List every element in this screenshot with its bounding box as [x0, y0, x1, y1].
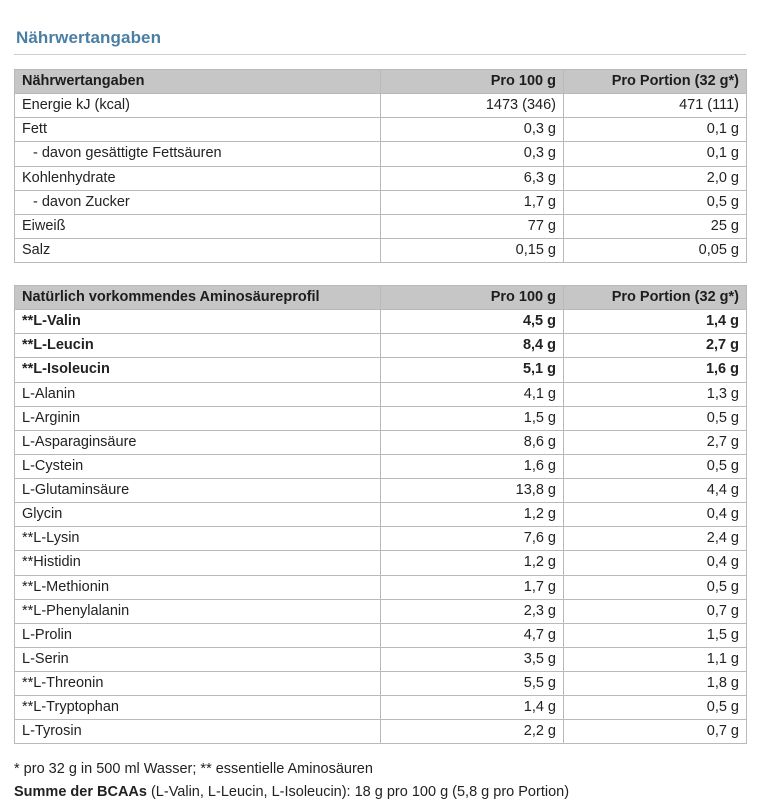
row-value-per-100g: 2,2 g — [381, 720, 564, 744]
row-value-per-portion: 0,5 g — [564, 696, 747, 720]
table-row — [15, 166, 747, 190]
row-label: L-Tyrosin — [15, 720, 381, 744]
row-value-per-portion: 25 g — [564, 214, 747, 238]
row-value-per-portion: 0,4 g — [564, 551, 747, 575]
row-value-per-100g: 1,2 g — [381, 551, 564, 575]
row-label: L-Alanin — [15, 382, 381, 406]
row-label: - davon gesättigte Fettsäuren — [15, 142, 381, 166]
row-value-per-100g: 2,3 g — [381, 599, 564, 623]
row-label: Fett — [15, 118, 381, 142]
row-label: L-Glutaminsäure — [15, 479, 381, 503]
row-value-per-portion: 0,4 g — [564, 503, 747, 527]
row-label: **L-Methionin — [15, 575, 381, 599]
row-value-per-100g: 1,7 g — [381, 575, 564, 599]
nutrition-table — [14, 69, 747, 263]
table-row — [15, 214, 747, 238]
row-value-per-portion: 2,0 g — [564, 166, 747, 190]
table-row — [15, 310, 747, 334]
row-value-per-portion: 1,4 g — [564, 310, 747, 334]
row-value-per-portion: 1,6 g — [564, 358, 747, 382]
footnotes — [14, 758, 746, 803]
footnote-line-1: * pro 32 g in 500 ml Wasser; ** essentielle Aminosäuren — [14, 761, 373, 778]
table-row — [15, 623, 747, 647]
row-label: **L-Isoleucin — [15, 358, 381, 382]
row-value-per-100g: 4,7 g — [381, 623, 564, 647]
row-value-per-100g: 1,5 g — [381, 406, 564, 430]
table-header-row — [15, 70, 747, 94]
row-value-per-100g: 5,1 g — [381, 358, 564, 382]
row-value-per-100g: 7,6 g — [381, 527, 564, 551]
table-row — [15, 382, 747, 406]
row-label: **Histidin — [15, 551, 381, 575]
row-value-per-100g: 8,4 g — [381, 334, 564, 358]
table-row — [15, 647, 747, 671]
row-label: **L-Phenylalanin — [15, 599, 381, 623]
amino-table-head — [15, 286, 747, 310]
table-row — [15, 551, 747, 575]
table-row — [15, 358, 747, 382]
table-row — [15, 720, 747, 744]
row-value-per-portion: 1,3 g — [564, 382, 747, 406]
row-value-per-portion: 0,5 g — [564, 190, 747, 214]
row-value-per-100g: 77 g — [381, 214, 564, 238]
table-row — [15, 94, 747, 118]
table-row — [15, 238, 747, 262]
row-value-per-portion: 0,5 g — [564, 575, 747, 599]
row-value-per-portion: 1,1 g — [564, 647, 747, 671]
row-label: Energie kJ (kcal) — [15, 94, 381, 118]
row-value-per-portion: 2,7 g — [564, 334, 747, 358]
row-value-per-portion: 0,1 g — [564, 142, 747, 166]
table-row — [15, 190, 747, 214]
row-value-per-portion: 0,1 g — [564, 118, 747, 142]
table-row — [15, 599, 747, 623]
row-value-per-portion: 2,4 g — [564, 527, 747, 551]
table-row — [15, 479, 747, 503]
table-row — [15, 503, 747, 527]
row-value-per-100g: 1,6 g — [381, 454, 564, 478]
table-row — [15, 527, 747, 551]
nutrition-table-body — [15, 94, 747, 263]
row-value-per-100g: 4,1 g — [381, 382, 564, 406]
row-label: Salz — [15, 238, 381, 262]
row-value-per-portion: 4,4 g — [564, 479, 747, 503]
table-row — [15, 118, 747, 142]
row-label: Eiweiß — [15, 214, 381, 238]
page-title: Nährwertangaben — [16, 28, 162, 47]
bcaa-sum-value: (L-Valin, L-Leucin, L-Isoleucin): 18 g pro 100 g (5,8 g pro Portion) — [146, 783, 570, 800]
row-value-per-portion: 0,7 g — [564, 720, 747, 744]
row-label: Kohlenhydrate — [15, 166, 381, 190]
row-label: **L-Leucin — [15, 334, 381, 358]
row-value-per-100g: 1,2 g — [381, 503, 564, 527]
row-value-per-portion: 0,5 g — [564, 454, 747, 478]
row-value-per-100g: 0,3 g — [381, 142, 564, 166]
row-value-per-100g: 3,5 g — [381, 647, 564, 671]
row-value-per-portion: 0,05 g — [564, 238, 747, 262]
row-label: L-Asparaginsäure — [15, 430, 381, 454]
column-header-per100: Pro 100 g — [381, 70, 564, 94]
footnote-line-2 — [14, 781, 746, 803]
table-row — [15, 454, 747, 478]
row-label: L-Serin — [15, 647, 381, 671]
column-header-perportion: Pro Portion (32 g*) — [564, 70, 747, 94]
table-row — [15, 142, 747, 166]
row-value-per-100g: 1,7 g — [381, 190, 564, 214]
column-header-label: Natürlich vorkommendes Aminosäureprofil — [15, 286, 381, 310]
row-label: **L-Threonin — [15, 672, 381, 696]
row-value-per-100g: 8,6 g — [381, 430, 564, 454]
bcaa-sum-label: Summe der BCAAs — [14, 783, 147, 800]
row-label: **L-Tryptophan — [15, 696, 381, 720]
row-label: **L-Valin — [15, 310, 381, 334]
amino-table-body — [15, 310, 747, 744]
row-label: L-Cystein — [15, 454, 381, 478]
row-value-per-100g: 0,3 g — [381, 118, 564, 142]
row-value-per-100g: 6,3 g — [381, 166, 564, 190]
row-label: **L-Lysin — [15, 527, 381, 551]
row-label: - davon Zucker — [15, 190, 381, 214]
row-label: Glycin — [15, 503, 381, 527]
row-value-per-portion: 471 (111) — [564, 94, 747, 118]
title-divider — [14, 54, 746, 55]
row-value-per-100g: 13,8 g — [381, 479, 564, 503]
column-header-per100: Pro 100 g — [381, 286, 564, 310]
row-label: L-Prolin — [15, 623, 381, 647]
row-value-per-portion: 0,7 g — [564, 599, 747, 623]
row-value-per-100g: 1,4 g — [381, 696, 564, 720]
row-value-per-100g: 1473 (346) — [381, 94, 564, 118]
table-row — [15, 334, 747, 358]
column-header-perportion: Pro Portion (32 g*) — [564, 286, 747, 310]
table-row — [15, 430, 747, 454]
nutrition-table-head — [15, 70, 747, 94]
row-value-per-portion: 1,5 g — [564, 623, 747, 647]
table-row — [15, 696, 747, 720]
row-value-per-100g: 0,15 g — [381, 238, 564, 262]
row-value-per-100g: 4,5 g — [381, 310, 564, 334]
table-row — [15, 672, 747, 696]
row-label: L-Arginin — [15, 406, 381, 430]
table-row — [15, 575, 747, 599]
table-header-row — [15, 286, 747, 310]
row-value-per-100g: 5,5 g — [381, 672, 564, 696]
table-row — [15, 406, 747, 430]
column-header-label: Nährwertangaben — [15, 70, 381, 94]
row-value-per-portion: 1,8 g — [564, 672, 747, 696]
amino-acid-table — [14, 285, 747, 744]
row-value-per-portion: 0,5 g — [564, 406, 747, 430]
row-value-per-portion: 2,7 g — [564, 430, 747, 454]
